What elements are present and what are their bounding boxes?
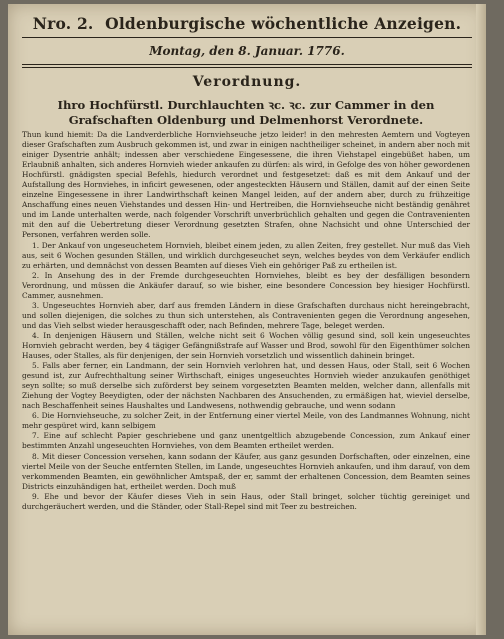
paragraph-5: 5. Falls aber ferner, ein Landmann, der sein Hornvieh verlohren hat, und dessen Haus, oder Stall, seit 6 Wochen gesund ist, zur Aufrechthaltung seiner Wirthschaft, einiges ungeseuchtes Hornvieh wieder anzukaufen genöthiget seyn sollte; so muß derselbe sich zuförderst bey seinem vorgesetzten Beamten melden, welcher dann, allenfalls mit Ziehung der Vogtey Beeydigten, oder der nächsten Nachbaren des Ansuchenden, zu ermäßigen hat, wieviel derselbe, nach Beschaffenheit seines Haushaltes und Landwesens, nothwendig gebrauche, und wenn sodann: [22, 361, 470, 411]
date-rule-bottom: [22, 67, 472, 68]
newspaper-page: [8, 4, 486, 635]
paragraph-6: 6. Die Hornviehseuche, zu solcher Zeit, in der Entfernung einer viertel Meile, von des Landmannes Wohnung, nicht mehr gespüret wird, kann selbigem: [22, 411, 470, 431]
masthead-rule: [22, 37, 472, 38]
article-heading: Ihro Hochfürstl. Durchlauchten ꝛc. ꝛc. zur Cammer in den Grafschaften Oldenburg und Delmenhorst Verordnete.: [57, 98, 435, 127]
date-rule-top: [22, 64, 472, 65]
issue-number: Nro. 2.: [32, 14, 94, 33]
masthead: [16, 14, 478, 33]
article-body: [22, 130, 470, 512]
paragraph-3: 3. Ungeseuchtes Hornvieh aber, darf aus fremden Ländern in diese Grafschaften durchaus nicht hereingebracht, und sollen diejenigen, die solches zu thun sich unterstehen, als Contravenienten gegen die Verordnung angesehen, und das Vieh selbst wieder herausgeschafft oder, nach Befinden, mehrere Tage, beleget werden.: [22, 300, 470, 330]
paragraph-4: 4. In denjenigen Häusern und Ställen, welche nicht seit 6 Wochen völlig gesund sind, soll kein ungeseuchtes Hornvieh gebracht werden, bey 4 tägiger Gefängnißstrafe auf Wasser und Brod, sowohl für den Eigenthümer solchen Hauses, oder Stalles, als für denjenigen, der sein Hornvieh vorsetzlich und wissentlich dahinein bringet.: [22, 330, 470, 361]
paragraph-9: 9. Ehe und bevor der Käufer dieses Vieh in sein Haus, oder Stall bringet, solcher tüchtig gereiniget und durchgeräuchert werden, und die Ständer, oder Stall-Repel sind mit Teer zu bestreichen.: [22, 491, 470, 511]
page-spine-shadow: [476, 4, 486, 635]
publication-title: Oldenburgische wöchentliche Anzeigen.: [105, 14, 462, 33]
article-title: Verordnung.: [192, 74, 302, 90]
paragraph-1: 1. Der Ankauf von ungeseuchetem Hornvieh, bleibet einem jeden, zu allen Zeiten, frey gestellet. Nur muß das Vieh aus, seit 6 Wochen gesunden Ställen, und wirklich durchgeseuchet seyn, welches beydes von dem Verkäufer endlich zu erhärten, und demnächst von dessen Beamten auf dieses Vieh ein gehöriger Paß zu ertheilen ist.: [22, 240, 470, 270]
paragraph-intro: Thun kund hiemit: Da die Landverderbliche Hornviehseuche jetzo leider! in den mehresten Aemtern und Vogteyen dieser Grafschaften zum Ausbruch gekommen ist, und zwar in einigen nachtheiliger scheinet, in andern aber noch mit einiger Dysentrie anhält; indessen aber verschiedene Eingesessene, die ihren Viehstapel eingebüßet haben, um Erlaubniß anhalten, sich anderes Hornvieh wieder ankaufen zu dürfen: als wird, in Gefolge des von höher gewordenen Hochfürstl. gnädigsten special Befehls, hiedurch verordnet und festgesetzet: daß es mit dem Ankauf und der Aufstallung des Hornviehes, in inficirt gewesenen, oder angesteckten Häusern und Ställen, damit auf der einen Seite einzelne Eingesessene in ihrer Landwirthschaft keinen Mangel leiden, auf der andern aber, durch zu frühzeitige Anschaffung eines neuen Viehstandes und dessen Hin- und Hertreiben, die Hornviehseuche nicht beständig genähret und im Lande unterhalten werde, nach folgender Vorschrift unverbrüchlich gehalten und gegen die Contravenienten mit den auf die Uebertretung dieser Verordnung gesetzten Strafen, ohne Nachsicht und ohne Unterschied der Personen, verfahren werden solle.: [22, 130, 470, 240]
paragraph-2: 2. In Ansehung des in der Fremde durchgeseuchten Hornviehes, bleibt es bey der desfälligen besondern Verordnung, und müssen die Ankäufer darauf, so wie bisher, eine besondere Concession bey hiesiger Hochfürstl. Cammer, ausnehmen.: [22, 270, 470, 300]
paragraph-7: 7. Eine auf schlecht Papier geschriebene und ganz unentgeltlich abzugebende Concession, zum Ankauf einer bestimmten Anzahl ungeseuchten Hornviehes, von dem Beamten ertheilet werden.: [22, 431, 470, 451]
paragraph-8: 8. Mit dieser Concession versehen, kann sodann der Käufer, aus ganz gesunden Dorfschaften, oder einzelnen, eine viertel Meile von der Seuche entfernten Stellen, im Lande, ungeseuchtes Hornvieh ankaufen, und ihm darauf, von dem verkommenden Beamten, ein gewöhnlicher Amtspaß, der er, sammt der erhaltenen Concession, dem Beamten seines Districts einzuhändigen hat, ertheilet werden. Doch muß: [22, 451, 470, 491]
issue-date: Montag, den 8. Januar. 1776.: [149, 44, 345, 58]
